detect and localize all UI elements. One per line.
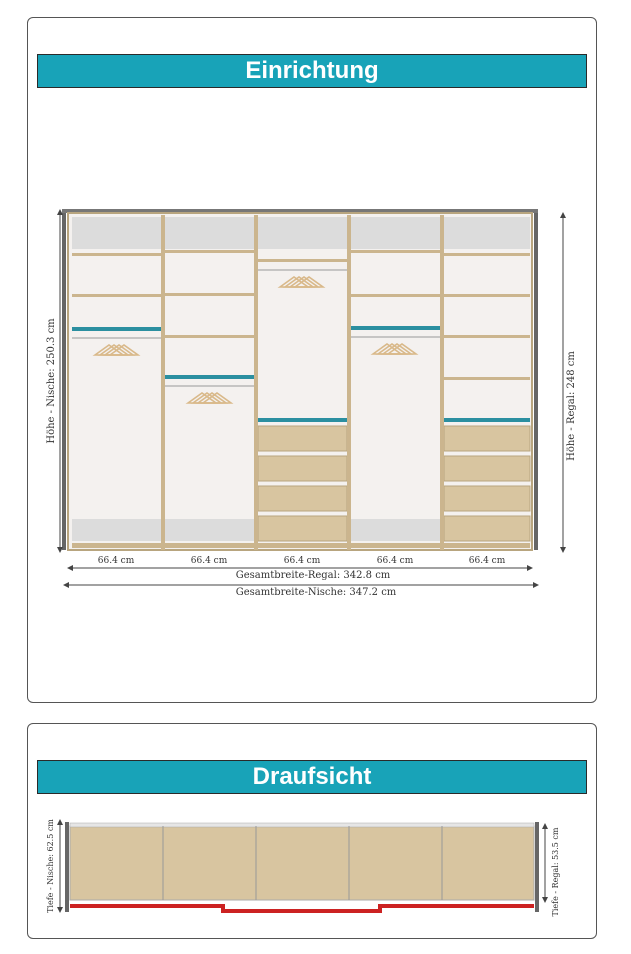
depth-niche-label: Tiefe - Nische: 62.5 cm [46,819,55,913]
height-niche-label: Höhe - Nische: 250.3 cm [46,318,57,444]
top-view-title: Draufsicht [37,760,587,794]
top-niche-wall-left [65,822,69,912]
niche-wall-right [534,212,538,550]
column-width-label-3: 66.4 cm [283,556,321,566]
top-cabinet [70,826,534,900]
column-width-label-4: 66.4 cm [376,556,414,566]
column-width-label-2: 66.4 cm [190,556,228,566]
column-width-label-1: 66.4 cm [97,556,135,566]
sliding-door-track [70,906,534,911]
column-width-label-5: 66.4 cm [468,556,506,566]
top-niche-wall-right [535,822,539,912]
depth-shelf-label: Tiefe - Regal: 53.5 cm [551,827,560,917]
height-shelf-label: Höhe - Regal: 248 cm [566,351,577,461]
total-width-niche-label: Gesamtbreite-Nische: 347.2 cm [235,587,397,598]
niche-wall-left [62,212,66,550]
total-width-shelf-label: Gesamtbreite-Regal: 342.8 cm [235,570,391,581]
front-view-title: Einrichtung [37,54,587,88]
